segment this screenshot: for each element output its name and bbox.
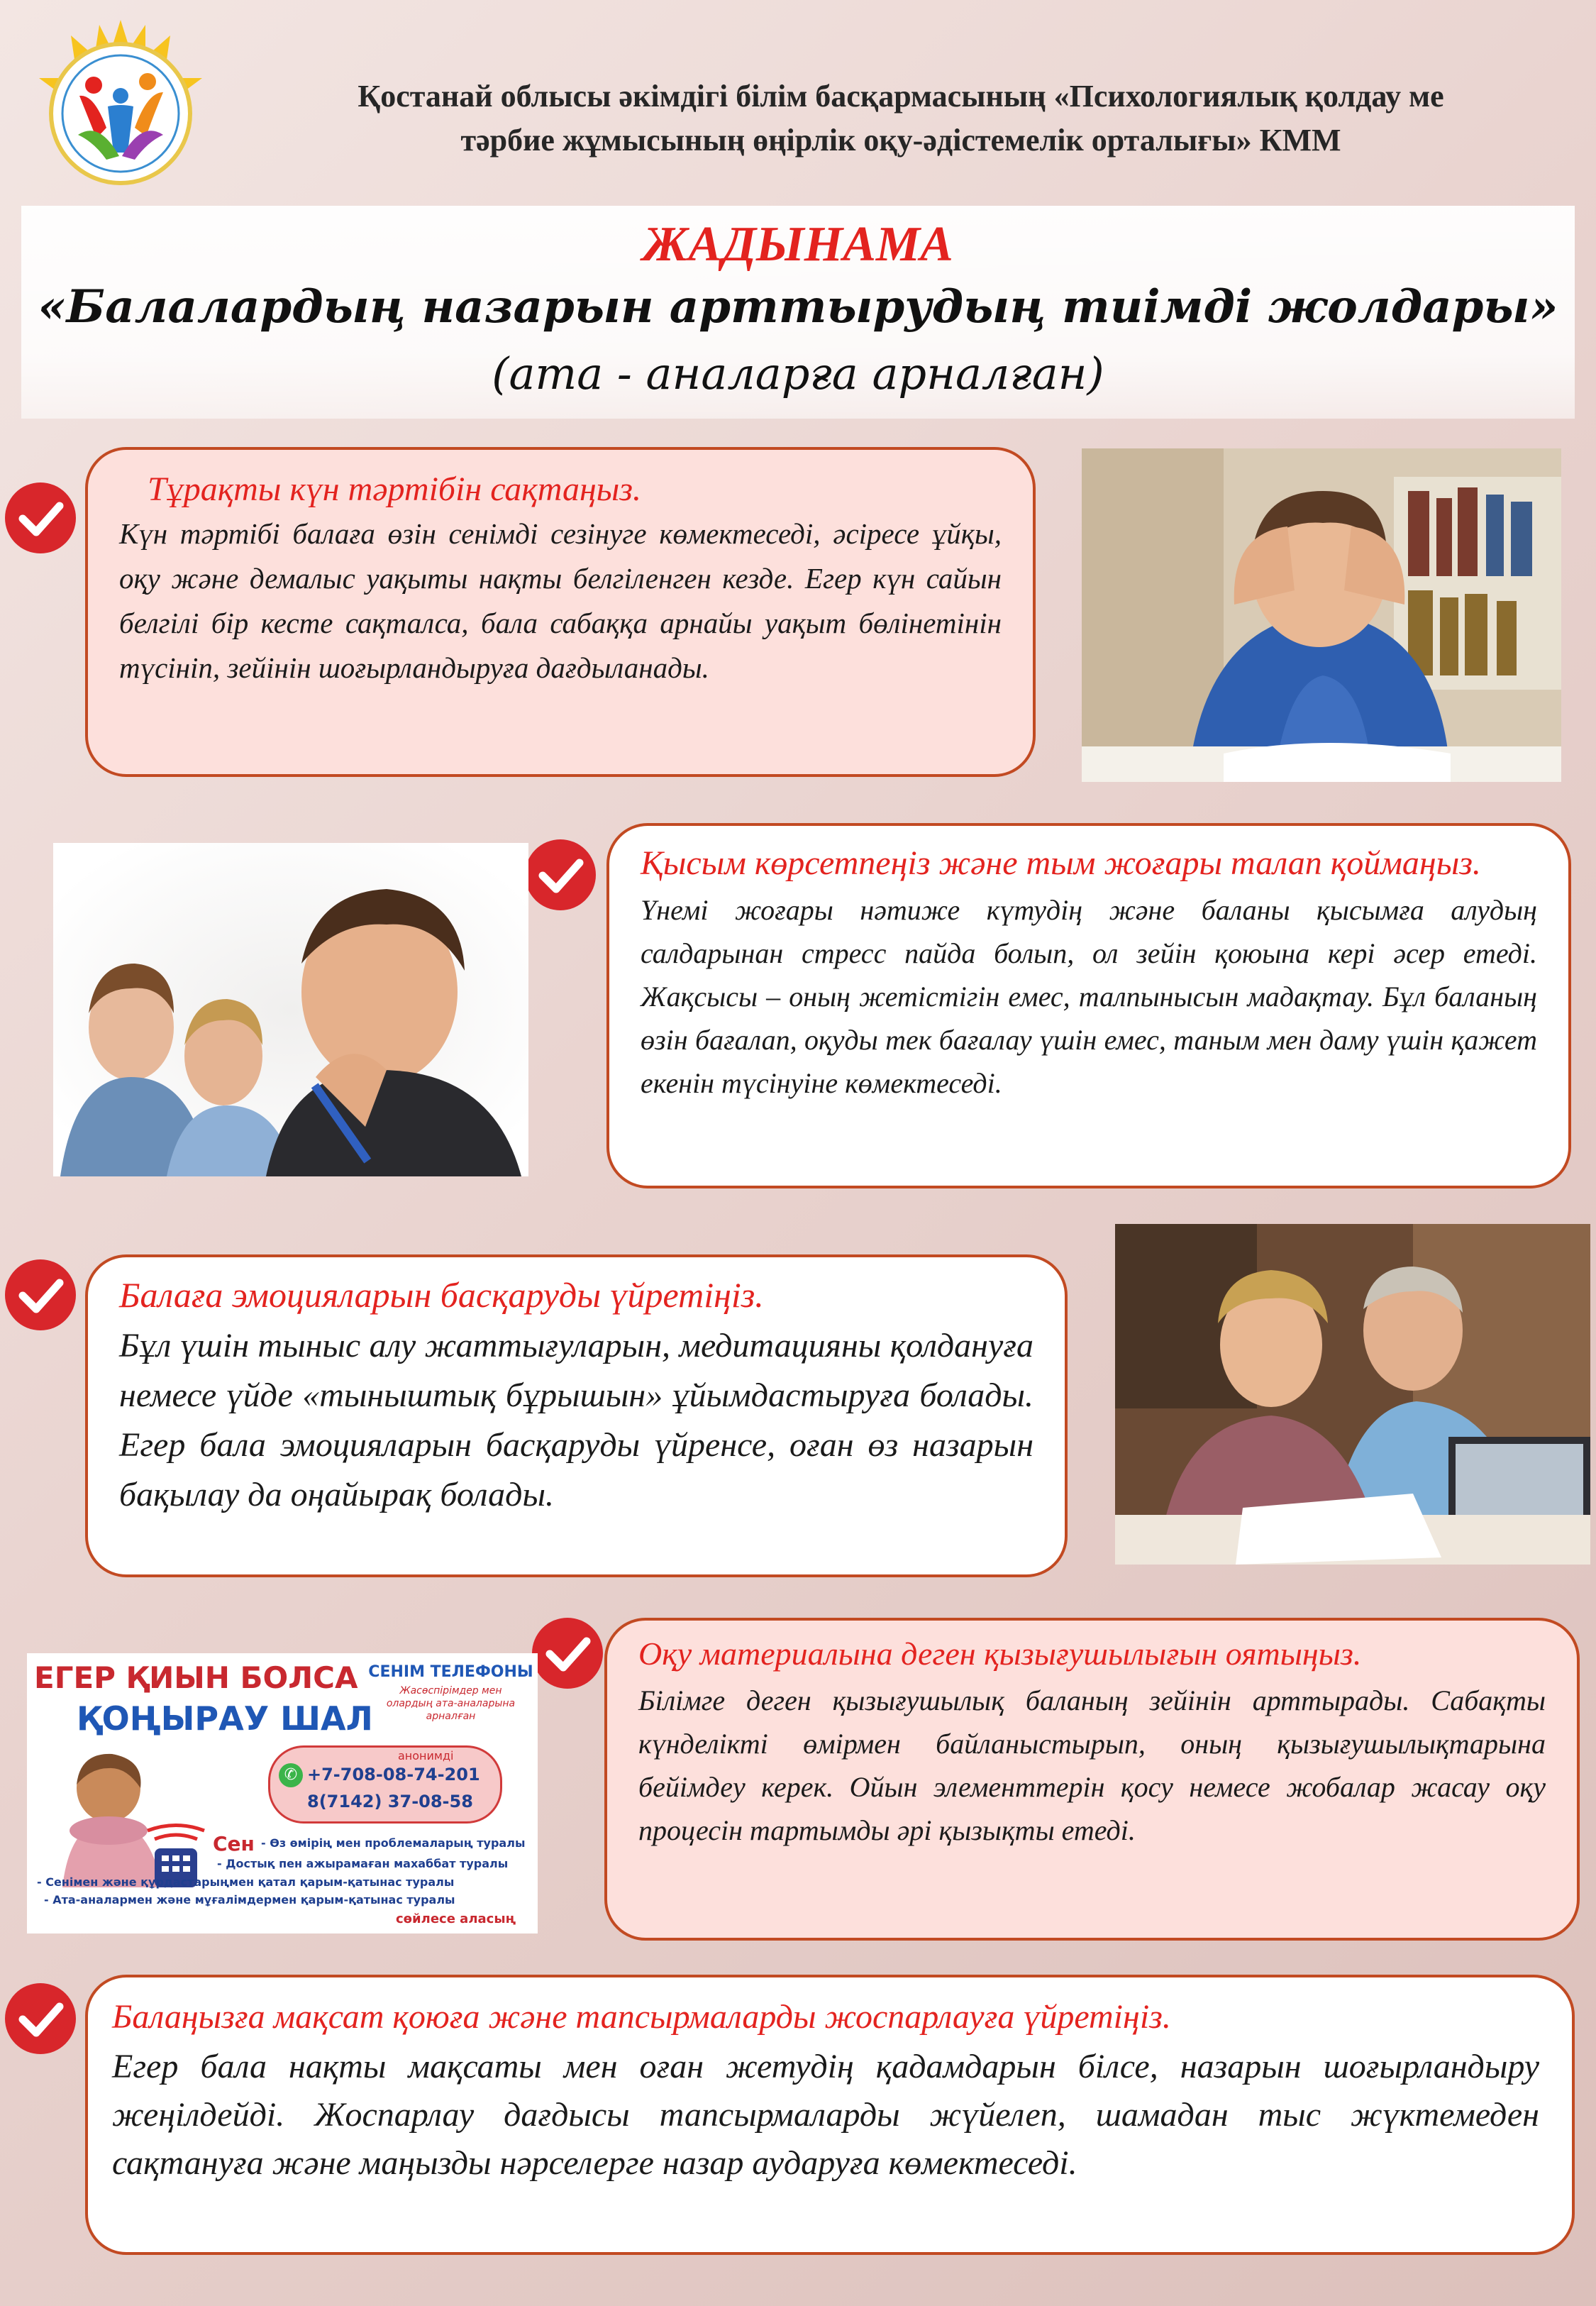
helpline-banner: [27, 1653, 538, 1933]
checkmark-icon: [528, 1614, 606, 1692]
document-type-title: ЖАДЫНАМА: [643, 217, 953, 272]
trust-sub-line: Жасөспірімдер мен: [399, 1685, 502, 1697]
organization-logo: [28, 14, 213, 199]
audience-subtitle: (ата - аналарға арналған): [492, 348, 1104, 399]
trust-phone-subtitle: [367, 1684, 534, 1723]
whatsapp-icon: ✆: [279, 1763, 303, 1787]
tip-body: Егер бала нақты мақсаты мен оған жетудің қадамдарын білсе, назарын шоғырландыру жеңілдейді. Жоспарлау дағдысы тапсырмаларды жүйелеп, шамадан тыс жүктемеден сақтануға және маңызды нәрселерге назар аударуға көмектеседі.: [112, 2048, 1539, 2182]
tip-body: Үнемі жоғары нәтиже күтудің және баланы қысымға алудың салдарынан стресс пайда болып, ол зейін қоюына кері әсер етеді. Жақсысы – оның жетістігін емес, талпынысын мадақтау. Бұл баланың өзін бағалап, оқуды тек бағалау үшін емес, таным мен даму үшін қажет екенін түсінуіне көмектеседі.: [641, 894, 1537, 1099]
tip-body: Бұл үшін тыныс алу жаттығуларын, медитацияны қолдануға немесе үйде «тыныштық бұрышын» ұйымдастыруға болады. Егер бала эмоцияларын басқаруды үйренсе, оған өз назарын бақылау да оңайырақ болады.: [119, 1327, 1033, 1513]
tip-card-no-pressure: [606, 823, 1571, 1188]
anonymous-label: анонимді: [398, 1749, 454, 1762]
tip-heading: Тұрақты күн тәртібін сақтаңыз.: [148, 470, 642, 508]
photo-stressed-boy: [1082, 448, 1561, 782]
phone-numbers-bubble: [268, 1745, 502, 1824]
helpline-you-label: Сен: [213, 1832, 255, 1855]
trust-sub-line: арналған: [426, 1711, 476, 1722]
main-title: «Балалардың назарын арттырудың тиімді жолдары»: [38, 280, 1558, 333]
tip-card-routine: [85, 447, 1036, 777]
helpline-headline-1: ЕГЕР ҚИЫН БОЛСА: [34, 1660, 358, 1695]
tip-body: Күн тәртібі балаға өзін сенімді сезінуге көмектеседі, әсіресе ұйқы, оқу және демалыс уақыты нақты белгіленген кезде. Егер күн сайын белгілі бір кесте сақталса, бала сабаққа арнайы уақыт бөлінетінін түсініп, зейінін шоғырландыруға дағдыланады.: [119, 517, 1002, 684]
photo-father-son-laptop: [1115, 1224, 1590, 1565]
organization-line-1: Қостанай облысы әкімдігі білім басқармасының «Психологиялық қолдау ме: [358, 79, 1444, 114]
tip-card-goals: [85, 1975, 1575, 2255]
helpline-topic: - Ата-аналармен және мұғалімдермен қарым-қатынас туралы: [44, 1893, 455, 1907]
tip-body: Білімге деген қызығушылық баланың зейінін арттырады. Сабақты күнделікті өмірмен байланыстырып, оның қызығушылықтарына бейімдеу керек. Ойын элементтерін қосу немесе жобалар жасау оқу процесін тартымды әрі қызықты етеді.: [638, 1684, 1546, 1846]
helpline-topic: - Достық пен ажырамаған махаббат туралы: [217, 1857, 509, 1870]
helpline-topic: - Өз өмірің мен проблемаларың туралы: [261, 1836, 526, 1850]
phone-number-landline: 8(7142) 37-08-58: [307, 1792, 473, 1811]
checkmark-icon: [521, 836, 599, 914]
organization-name: [227, 75, 1575, 162]
checkmark-icon: [1, 479, 79, 557]
tip-heading: Қысым көрсетпеңіз және тым жоғары талап қоймаңыз.: [641, 844, 1481, 882]
organization-line-2: тәрбие жұмысының өңірлік оқу-әдістемелік орталығы» КММ: [460, 123, 1341, 158]
tip-heading: Балаға эмоцияларын басқаруды үйретіңіз.: [119, 1275, 764, 1315]
trust-sub-line: олардың ата-аналарына: [386, 1698, 516, 1709]
checkmark-icon: [1, 1980, 79, 2058]
tip-heading: Оқу материалына деген қызығушылығын оятыңыз.: [638, 1635, 1362, 1672]
helpline-closing: сөйлесе аласың: [396, 1911, 516, 1926]
trust-phone-title: СЕНІМ ТЕЛЕФОНЫ: [368, 1663, 533, 1681]
phone-number-mobile: +7-708-08-74-201: [307, 1765, 480, 1784]
tip-heading: Балаңызға мақсат қоюға және тапсырмаларды жоспарлауға үйретіңіз.: [112, 1998, 1171, 2036]
tip-card-emotions: [85, 1254, 1068, 1577]
helpline-headline-2: ҚОҢЫРАУ ШАЛ: [77, 1699, 373, 1738]
tip-card-interest: [604, 1618, 1580, 1941]
checkmark-icon: [1, 1256, 79, 1334]
helpline-topic: - Сенімен және құрдастарыңмен қатал қарым-қатынас туралы: [37, 1875, 455, 1889]
photo-students-listening: [53, 843, 528, 1176]
